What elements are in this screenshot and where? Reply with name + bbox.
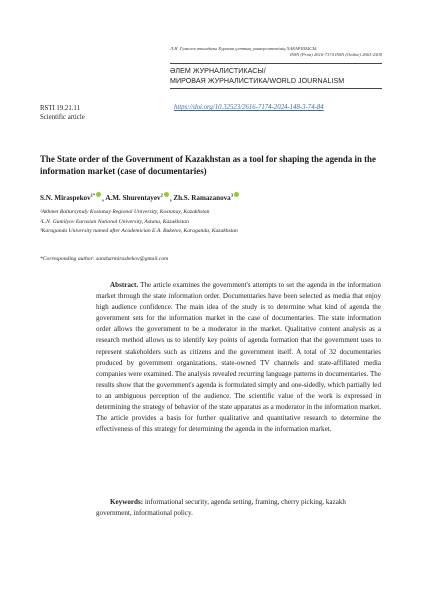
author-list: S.N. Miraspekov$^{1*}$ , A.M. Shurentayev$^2$ , Zh.S. Ramazanova$^3$: [40, 191, 380, 203]
orcid-icon[interactable]: [96, 192, 101, 197]
rsti-code: RSTI 19.21.11: [40, 105, 80, 112]
author-3[interactable]: Zh.S. Ramazanova$^3$: [173, 194, 240, 202]
journal-meta-line-2: ISSN (Print) 2616-7174 ISSN (Online) 2663-2500: [290, 52, 382, 57]
journal-title: [170, 66, 390, 86]
keywords-text: informational security, agenda setting, framing, cherry picking, kazakh government, informational policy.: [96, 498, 346, 518]
author-1[interactable]: S.N. Miraspekov$^{1*}$: [40, 194, 102, 202]
abstract-text: The article examines the government's attempts to set the agenda in the information market through the state information order. Documentaries have been selected as media that enjoy high audience confidence. The main idea of the study is to determine what kind of agenda the government sets for the information market in the case of documentaries. The state information order allows the government to be a moderator in the market. Qualitative content analysis as a research method allows us to identify key points of agenda formation that the government uses to represent stakeholders such as citizens and the government itself. A total of 32 documentaries produced by government organizations, state-owned TV channels and state-affiliated media companies were examined. The analysis revealed recurring language patterns in documentaries. The results show that the government's agenda is formulated simply and one-sidedly, which partially led to an ambiguous perception of the audience. The scientific value of the work is expressed in determining the strategy of behavior of the state apparatus as a moderator in the information market. The article provides a basis for further qualitative and quantitative research to determine the effectiveness of this strategy for determining the agenda in the information market.: [96, 281, 381, 434]
abstract: [96, 280, 381, 435]
affiliation-3: ³Karaganda University named after Academician E.A. Buketov, Karaganda, Kazakhstan: [40, 228, 238, 234]
journal-title-line-1: ӘЛЕМ ЖУРНАЛИСТИКАСЫ/: [170, 67, 266, 75]
journal-meta-line-1: Л.Н. Гумилев атындағы Еуразия ұлттық университетінің ХАБАРШЫСЫ.: [170, 46, 318, 51]
article-type: Scientific article: [40, 114, 85, 121]
affiliation-1: ¹Akhmet Baitursynuly Kostanay Regional University, Kostanay, Kazakhstan: [40, 209, 210, 215]
header-rule-top: [170, 63, 382, 64]
orcid-icon[interactable]: [234, 192, 239, 197]
journal-meta: [170, 46, 382, 58]
doi-link[interactable]: https://doi.org/10.32523/2616-7174-2024-148-3-74-84: [174, 104, 324, 111]
author-2[interactable]: A.M. Shurentayev$^2$: [105, 194, 170, 202]
keywords: [96, 497, 381, 519]
keywords-label: Keywords:: [110, 498, 144, 506]
corresponding-author: *Corresponding author: sanzharmirasbekov@gmail.com: [40, 256, 169, 262]
orcid-icon[interactable]: [164, 192, 169, 197]
article-title: The State order of the Government of Kazakhstan as a tool for shaping the agenda in the information market (case of documentaries): [40, 154, 376, 176]
affiliations: [40, 208, 370, 237]
abstract-label: Abstract.: [110, 281, 139, 289]
rsti-block: [40, 104, 85, 122]
journal-title-line-2: МИРОВАЯ ЖУРНАЛИСТИКА/WORLD JOURNALISM: [170, 77, 345, 85]
header-rule-bottom: [170, 88, 382, 89]
affiliation-2: ²L.N. Gumilyov Eurasian National University, Astana, Kazakhstan: [40, 218, 189, 225]
